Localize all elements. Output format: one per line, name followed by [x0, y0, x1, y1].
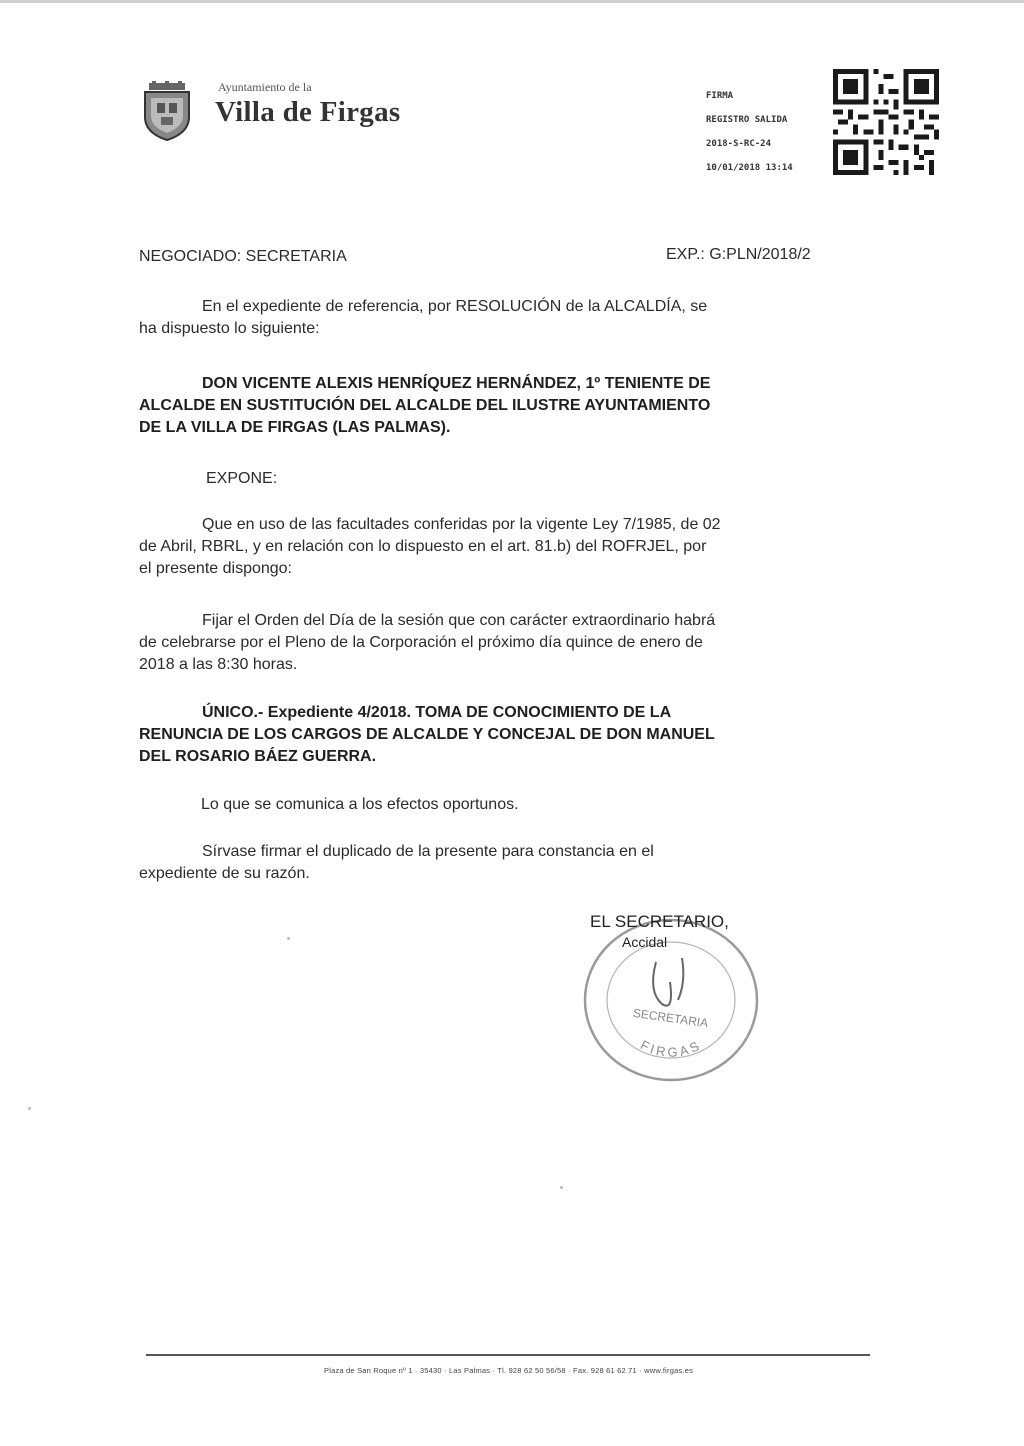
expediente-number: EXP.: G:PLN/2018/2 — [666, 246, 811, 263]
comunica-paragraph: Lo que se comunica a los efectos oportunos. — [201, 796, 519, 813]
unico-paragraph — [139, 702, 861, 768]
paragraph-line: expediente de su razón. — [139, 865, 310, 882]
qr-code-icon — [833, 69, 939, 175]
orden-paragraph — [139, 610, 861, 676]
seal-ring-text: FIRGAS — [637, 1037, 705, 1060]
scan-speck — [287, 937, 290, 940]
paragraph-line: Que en uso de las facultades conferidas por la vigente Ley 7/1985, de 02 — [202, 516, 721, 533]
footer-address: Plaza de San Roque nº 1 · 35430 · Las Palmas · Tl. 928 62 50 56/58 · Fax. 928 61 62 71 · www.firgas.es — [324, 1366, 694, 1375]
scan-edge — [0, 0, 1024, 3]
registry-line: 2018-S-RC-24 — [706, 139, 772, 149]
registry-line: 10/01/2018 13:14 — [706, 163, 793, 173]
paragraph-line: 2018 a las 8:30 horas. — [139, 656, 298, 673]
org-name: Villa de Firgas — [215, 96, 401, 128]
scan-speck — [28, 1107, 31, 1110]
paragraph-line: Fijar el Orden del Día de la sesión que con carácter extraordinario habrá — [202, 612, 716, 629]
paragraph-line: DON VICENTE ALEXIS HENRÍQUEZ HERNÁNDEZ, 1º TENIENTE DE — [202, 375, 711, 392]
paragraph-line: Sírvase firmar el duplicado de la presente para constancia en el — [202, 843, 654, 860]
intro-paragraph — [139, 296, 861, 340]
expone-heading: EXPONE: — [206, 470, 278, 487]
paragraph-line: ÚNICO.- Expediente 4/2018. TOMA DE CONOCIMIENTO DE LA — [202, 704, 672, 721]
registry-line: FIRMA — [706, 91, 734, 101]
signature-subtitle: Accidal — [622, 934, 668, 950]
paragraph-line: En el expediente de referencia, por RESOLUCIÓN de la ALCALDÍA, se — [202, 298, 708, 315]
paragraph-line: DE LA VILLA DE FIRGAS (LAS PALMAS). — [139, 419, 451, 436]
footer-divider — [146, 1354, 870, 1356]
coat-of-arms-icon — [141, 81, 193, 141]
paragraph-line: ALCALDE EN SUSTITUCIÓN DEL ALCALDE DEL ILUSTRE AYUNTAMIENTO — [139, 397, 711, 414]
paragraph-line: DEL ROSARIO BÁEZ GUERRA. — [139, 748, 377, 765]
signature-block — [590, 912, 729, 952]
facultades-paragraph — [139, 514, 861, 580]
paragraph-line: el presente dispongo: — [139, 560, 292, 577]
svg-text:FIRGAS — [638, 1037, 704, 1060]
registry-line: REGISTRO SALIDA — [706, 115, 788, 125]
scan-speck — [560, 1186, 563, 1189]
authority-paragraph — [139, 373, 861, 439]
org-prefix: Ayuntamiento de la — [218, 80, 312, 94]
paragraph-line: ha dispuesto lo siguiente: — [139, 320, 320, 337]
paragraph-line: de celebrarse por el Pleno de la Corporación el próximo día quince de enero de — [139, 634, 703, 651]
registry-stamp — [706, 84, 793, 180]
signature-title: EL SECRETARIO, — [590, 912, 729, 931]
paragraph-line: RENUNCIA DE LOS CARGOS DE ALCALDE Y CONCEJAL DE DON MANUEL — [139, 726, 715, 743]
seal-center-text: SECRETARIA — [632, 1005, 710, 1031]
negociado-label: NEGOCIADO: SECRETARIA — [139, 248, 347, 265]
firmar-paragraph — [139, 841, 861, 885]
paragraph-line: de Abril, RBRL, y en relación con lo dispuesto en el art. 81.b) del ROFRJEL, por — [139, 538, 707, 555]
